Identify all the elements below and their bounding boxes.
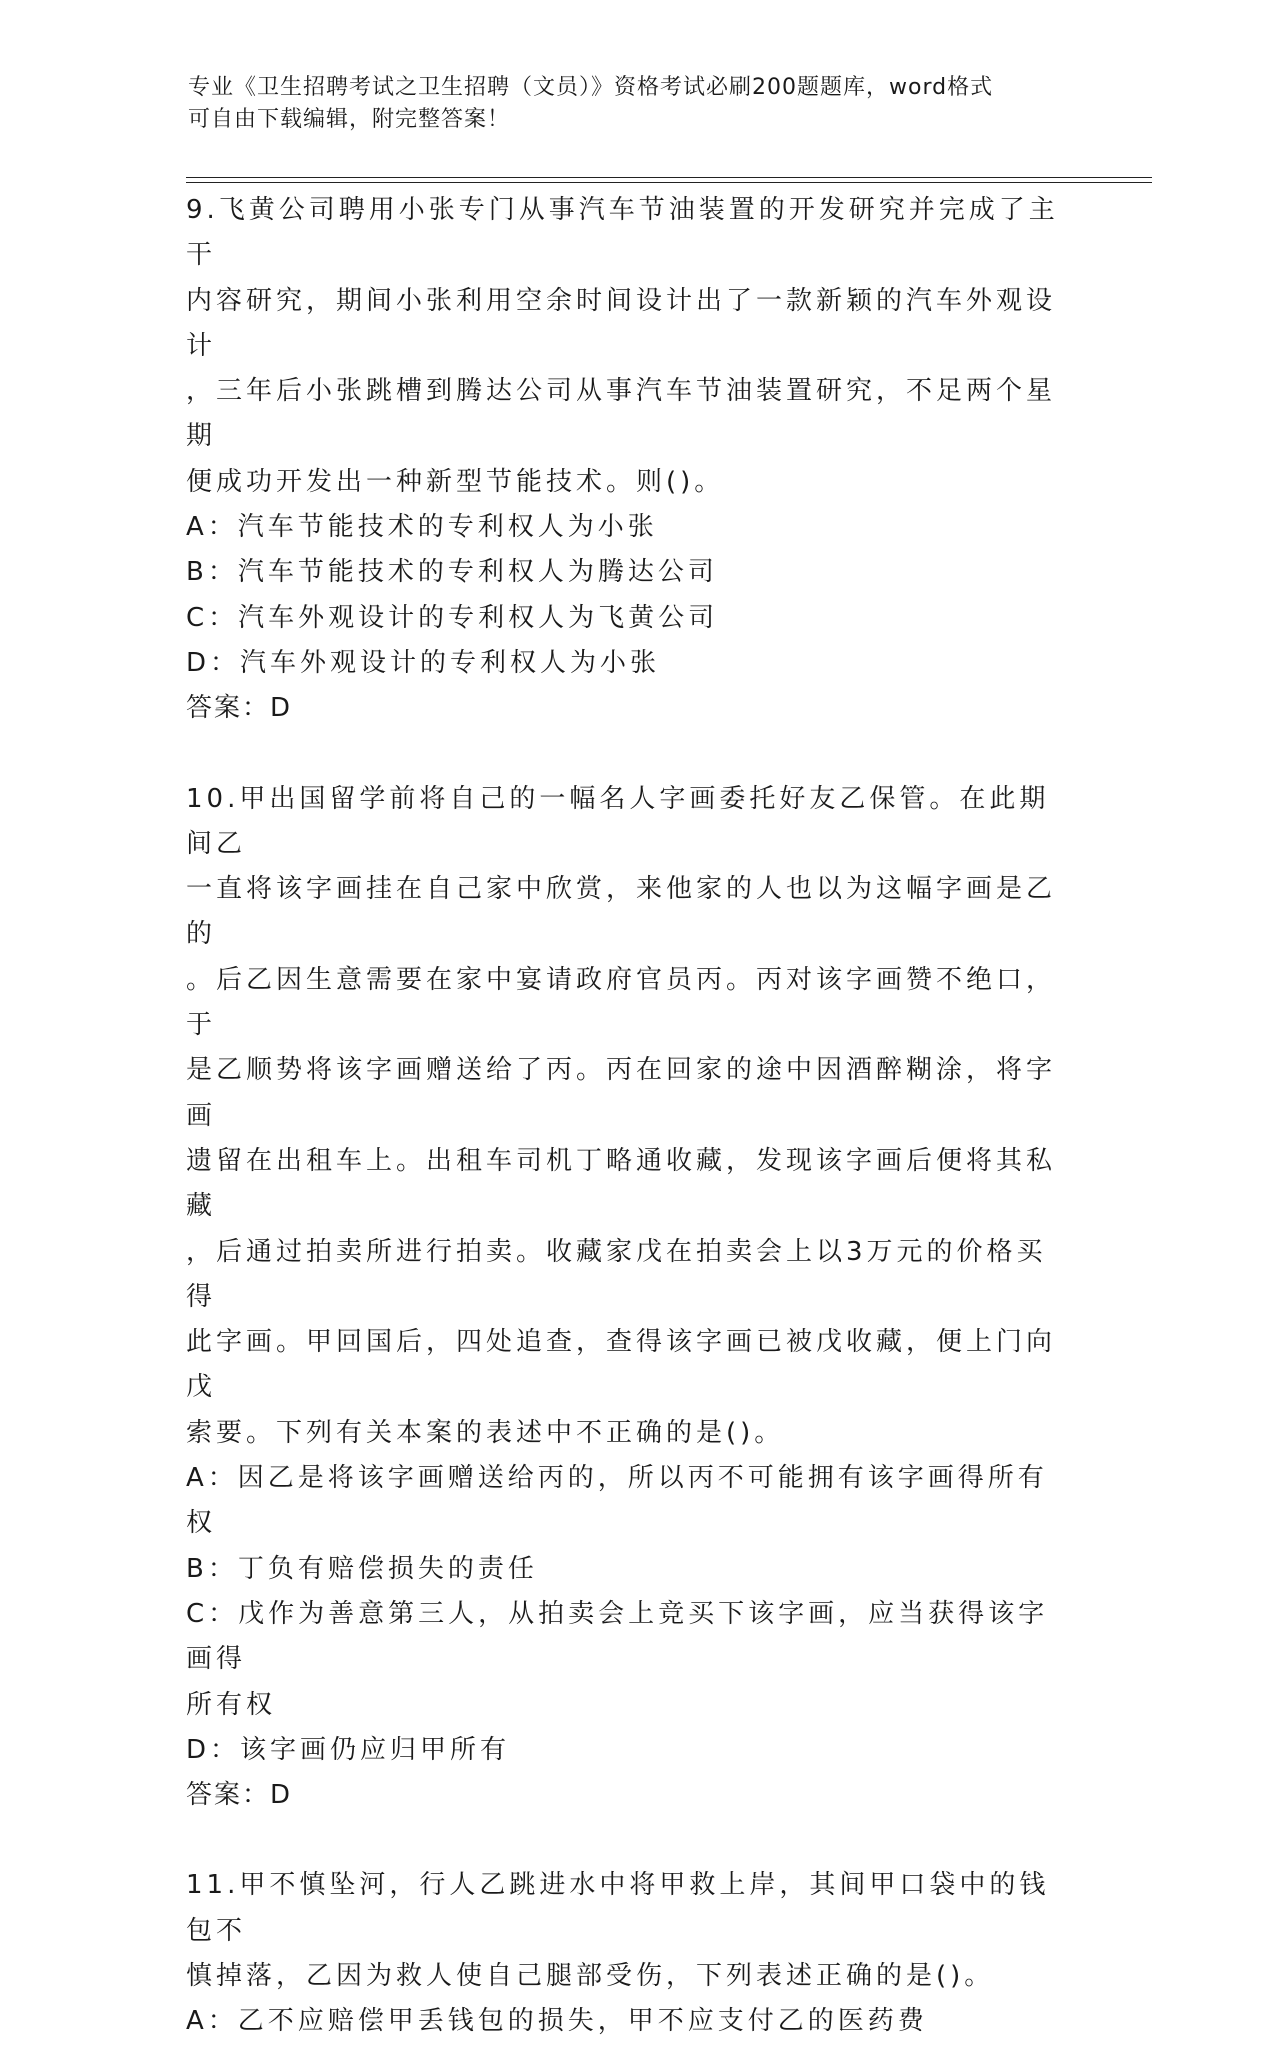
option-b: B：丁负有赔偿损失的责任	[186, 1553, 538, 1584]
question-stem-line: 便成功开发出一种新型节能技术。则()。	[186, 466, 725, 497]
question-9	[186, 188, 1066, 732]
answer: 答案：D	[186, 1780, 293, 1811]
question-stem-line: 10.甲出国留学前将自己的一幅名人字画委托好友乙保管。在此期间乙	[186, 783, 1050, 859]
question-stem-line: ，后通过拍卖所进行拍卖。收藏家戊在拍卖会上以3万元的价格买得	[186, 1236, 1047, 1312]
question-stem-line: 一直将该字画挂在自己家中欣赏，来他家的人也以为这幅字画是乙的	[186, 874, 1057, 950]
header-divider-top	[186, 177, 1152, 178]
question-stem-line: 索要。下列有关本案的表述中不正确的是()。	[186, 1417, 785, 1448]
option-a: A：乙不应赔偿甲丢钱包的损失，甲不应支付乙的医药费	[186, 2006, 928, 2037]
question-stem-line: 此字画。甲回国后，四处追查，查得该字画已被戊收藏，便上门向戊	[186, 1327, 1057, 1403]
question-stem-line: 11.甲不慎坠河，行人乙跳进水中将甲救上岸，其间甲口袋中的钱包不	[186, 1870, 1050, 1946]
question-11	[186, 1863, 1066, 2044]
option-b: B：汽车节能技术的专利权人为腾达公司	[186, 557, 718, 588]
answer: 答案：D	[186, 693, 293, 724]
option-d: D：汽车外观设计的专利权人为小张	[186, 647, 661, 678]
option-a: A：因乙是将该字画赠送给丙的，所以丙不可能拥有该字画得所有权	[186, 1463, 1048, 1539]
question-stem-line: ，三年后小张跳槽到腾达公司从事汽车节油装置研究，不足两个星期	[186, 376, 1057, 452]
question-stem-line: 内容研究，期间小张利用空余时间设计出了一款新颖的汽车外观设计	[186, 285, 1057, 361]
question-stem-line: 遗留在出租车上。出租车司机丁略通收藏，发现该字画后便将其私藏	[186, 1145, 1057, 1222]
option-a: A：汽车节能技术的专利权人为小张	[186, 512, 658, 543]
header-line-2: 可自由下载编辑，附完整答案！	[188, 107, 511, 132]
question-spacer	[186, 732, 1066, 777]
question-stem-line: 9.飞黄公司聘用小张专门从事汽车节油装置的开发研究并完成了主干	[186, 195, 1059, 271]
document-header	[188, 72, 1068, 136]
question-10	[186, 777, 1066, 1819]
questions-container	[186, 188, 1066, 2045]
question-stem-line: 。后乙因生意需要在家中宴请政府官员丙。丙对该字画赞不绝口，于	[186, 964, 1057, 1041]
header-line-1: 专业《卫生招聘考试之卫生招聘（文员）》资格考试必刷200题题库，word格式	[188, 75, 994, 100]
header-divider-bottom	[186, 182, 1152, 183]
question-stem-line: 慎掉落，乙因为救人使自己腿部受伤，下列表述正确的是()。	[186, 1960, 995, 1991]
option-c: C：汽车外观设计的专利权人为飞黄公司	[186, 602, 719, 633]
option-c-continued: 所有权	[186, 1689, 277, 1720]
question-spacer	[186, 1818, 1066, 1863]
question-stem-line: 是乙顺势将该字画赠送给了丙。丙在回家的途中因酒醉糊涂，将字画	[186, 1055, 1057, 1131]
option-c: C：戊作为善意第三人，从拍卖会上竞买下该字画，应当获得该字画得	[186, 1598, 1049, 1675]
option-d: D：该字画仍应归甲所有	[186, 1734, 511, 1765]
